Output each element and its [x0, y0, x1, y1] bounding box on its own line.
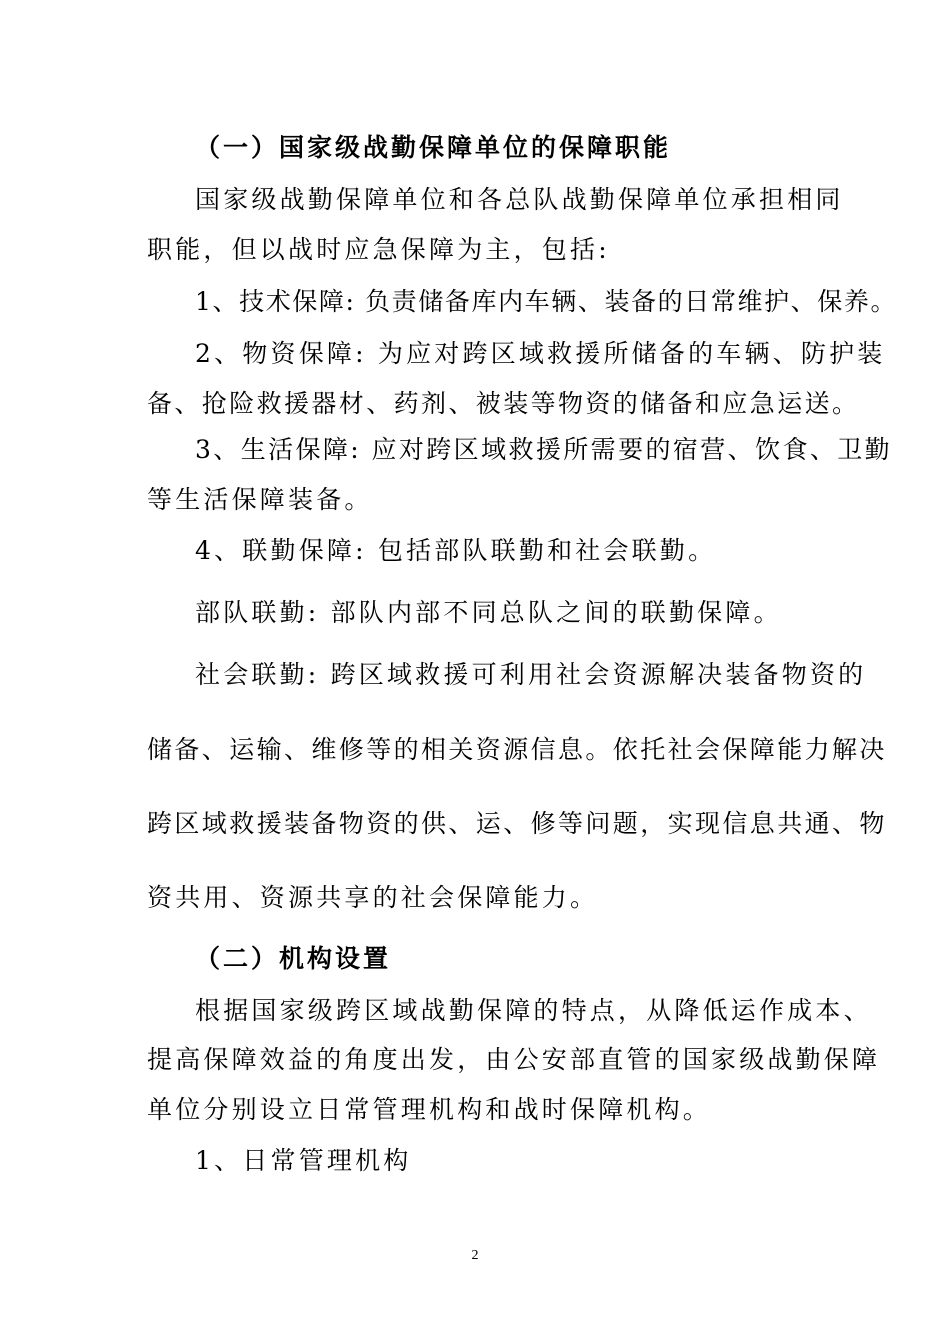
paragraph-1-line-2: 职能，但以战时应急保障为主，包括:	[147, 235, 610, 264]
social-joint-line-3: 跨区域救援装备物资的供、运、修等问题，实现信息共通、物	[147, 809, 887, 838]
social-joint-line-2: 储备、运输、维修等的相关资源信息。依托社会保障能力解决	[147, 735, 887, 764]
item-joint: 4、联勤保障: 包括部队联勤和社会联勤。	[195, 536, 717, 565]
item-materials-line-2: 备、抢险救援器材、药剂、被装等物资的储备和应急运送。	[147, 389, 860, 418]
paragraph-2-line-2: 提高保障效益的角度出发，由公安部直管的国家级战勤保障	[147, 1045, 881, 1074]
section-heading-2: （二）机构设置	[195, 944, 392, 973]
paragraph-2-line-1: 根据国家级跨区域战勤保障的特点，从降低运作成本、	[195, 996, 872, 1025]
section-heading-1: （一）国家级战勤保障单位的保障职能	[195, 133, 672, 162]
item-living-line-1: 3、生活保障: 应对跨区域救援所需要的宿营、饮食、卫勤	[195, 435, 893, 464]
subsection-daily-management: 1、日常管理机构	[195, 1146, 412, 1175]
paragraph-1-line-1: 国家级战勤保障单位和各总队战勤保障单位承担相同	[195, 185, 844, 214]
item-living-line-2: 等生活保障装备。	[147, 485, 373, 514]
item-technical: 1、技术保障: 负责储备库内车辆、装备的日常维护、保养。	[195, 287, 898, 316]
page-number: 2	[471, 1248, 479, 1263]
social-joint-line-4: 资共用、资源共享的社会保障能力。	[147, 883, 599, 912]
paragraph-2-line-3: 单位分别设立日常管理机构和战时保障机构。	[147, 1095, 712, 1124]
social-joint-line-1: 社会联勤: 跨区域救援可利用社会资源解决装备物资的	[195, 660, 867, 689]
army-joint: 部队联勤: 部队内部不同总队之间的联勤保障。	[195, 598, 782, 627]
item-materials-line-1: 2、物资保障: 为应对跨区域救援所储备的车辆、防护装	[195, 339, 886, 368]
